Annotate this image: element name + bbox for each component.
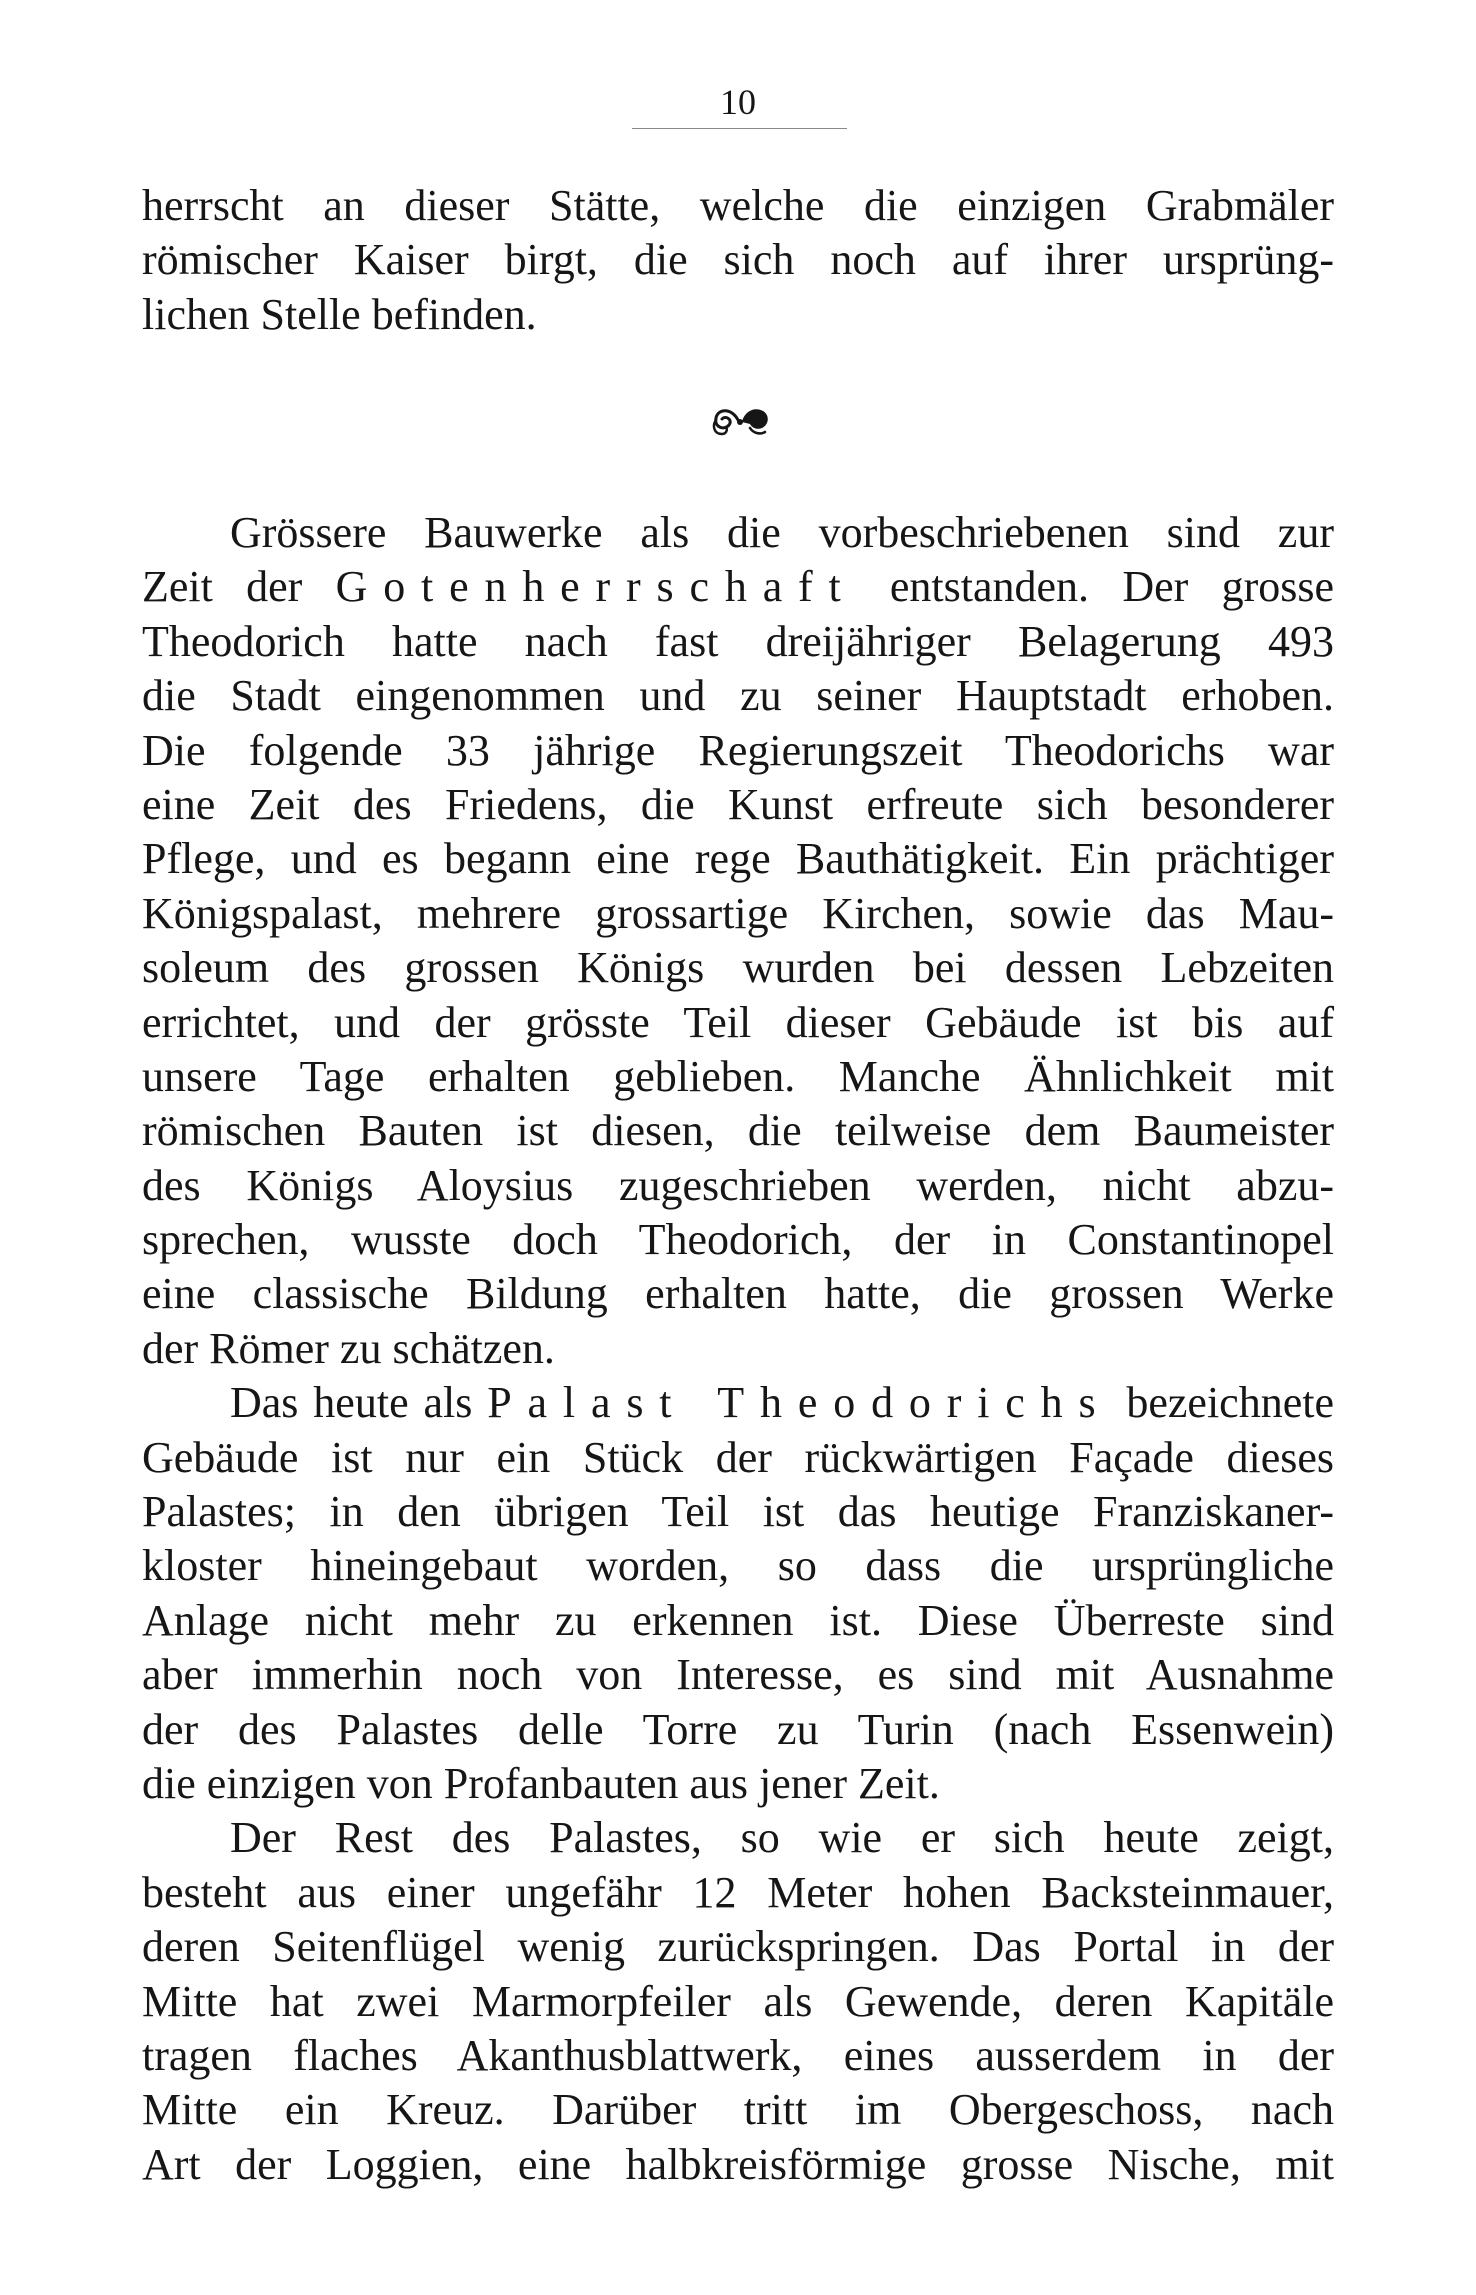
- spaced-emphasis: Gotenherrschaft: [335, 562, 857, 612]
- text-line: eine classische Bildung erhalten hatte, die grossen Werke: [142, 1269, 1334, 1319]
- text-fragment: entstanden. Der grosse: [856, 562, 1334, 612]
- text-line: römischen Bauten ist diesen, die teilweise dem Baumeister: [142, 1106, 1334, 1156]
- text-line: Theodorich hatte nach fast dreijähriger Belagerung 493: [142, 616, 1334, 666]
- text-line: sprechen, wusste doch Theodorich, der in Constantinopel: [142, 1215, 1334, 1265]
- spaced-emphasis: Palast Theodorichs: [487, 1378, 1112, 1428]
- text-fragment: Zeit der: [142, 562, 336, 612]
- text-fragment: bezeichnete: [1111, 1378, 1334, 1428]
- text-line: Palastes; in den übrigen Teil ist das heutige Franziskaner-: [142, 1487, 1334, 1537]
- text-line: errichtet, und der grösste Teil dieser Gebäude ist bis auf: [142, 997, 1334, 1047]
- paragraph-1: [142, 179, 1334, 342]
- header-rule: [632, 128, 847, 129]
- text-line: der Römer zu schätzen.: [142, 1323, 555, 1373]
- text-line: besteht aus einer ungefähr 12 Meter hohen Backsteinmauer,: [142, 1867, 1334, 1917]
- text-line: Pflege, und es begann eine rege Bauthätigkeit. Ein prächtiger: [142, 834, 1334, 884]
- text-line: Anlage nicht mehr zu erkennen ist. Diese Überreste sind: [142, 1595, 1334, 1645]
- text-fragment: Das heute als: [230, 1378, 488, 1428]
- text-line: Grössere Bauwerke als die vorbeschriebenen sind zur: [230, 508, 1334, 557]
- text-line: unsere Tage erhalten geblieben. Manche Ähnlichkeit mit: [142, 1051, 1334, 1101]
- text-line: Gebäude ist nur ein Stück der rückwärtigen Façade dieses: [142, 1432, 1334, 1482]
- text-line: Mitte ein Kreuz. Darüber tritt im Obergeschoss, nach: [142, 2085, 1334, 2135]
- text-line: [142, 560, 1334, 614]
- main-text: [142, 506, 1334, 2192]
- text-line: aber immerhin noch von Interesse, es sind mit Ausnahme: [142, 1650, 1334, 1700]
- text-line: Mitte hat zwei Marmorpfeiler als Gewende, deren Kapitäle: [142, 1976, 1334, 2026]
- text-line: Königspalast, mehrere grossartige Kirchen, sowie das Mau-: [142, 888, 1334, 938]
- text-line: der des Palastes delle Torre zu Turin (nach Essenwein): [142, 1704, 1334, 1754]
- text-line: lichen Stelle befinden.: [142, 289, 537, 339]
- text-line: römischer Kaiser birgt, die sich noch auf ihrer ursprüng-: [142, 235, 1334, 285]
- text-line: soleum des grossen Königs wurden bei dessen Lebzeiten: [142, 943, 1334, 993]
- text-line: Die folgende 33 jährige Regierungszeit Theodorichs war: [142, 725, 1334, 775]
- text-line: tragen flaches Akanthusblattwerk, eines ausserdem in der: [142, 2030, 1334, 2080]
- text-line: die einzigen von Profanbauten aus jener Zeit.: [142, 1758, 940, 1808]
- text-line: Art der Loggien, eine halbkreisförmige grosse Nische, mit: [142, 2139, 1334, 2189]
- text-line: kloster hineingebaut worden, so dass die ursprüngliche: [142, 1541, 1334, 1591]
- text-line: Der Rest des Palastes, so wie er sich heute zeigt,: [230, 1813, 1334, 1863]
- page-number: 10: [720, 82, 756, 122]
- fleuron-icon: [708, 400, 772, 440]
- text-line: [142, 1376, 1334, 1430]
- text-line: die Stadt eingenommen und zu seiner Hauptstadt erhoben.: [142, 671, 1334, 721]
- text-line: deren Seitenflügel wenig zurückspringen. Das Portal in der: [142, 1922, 1334, 1972]
- text-line: des Königs Aloysius zugeschrieben werden, nicht abzu-: [142, 1160, 1334, 1210]
- text-line: herrscht an dieser Stätte, welche die einzigen Grabmäler: [142, 181, 1334, 230]
- text-line: eine Zeit des Friedens, die Kunst erfreute sich besonderer: [142, 779, 1334, 829]
